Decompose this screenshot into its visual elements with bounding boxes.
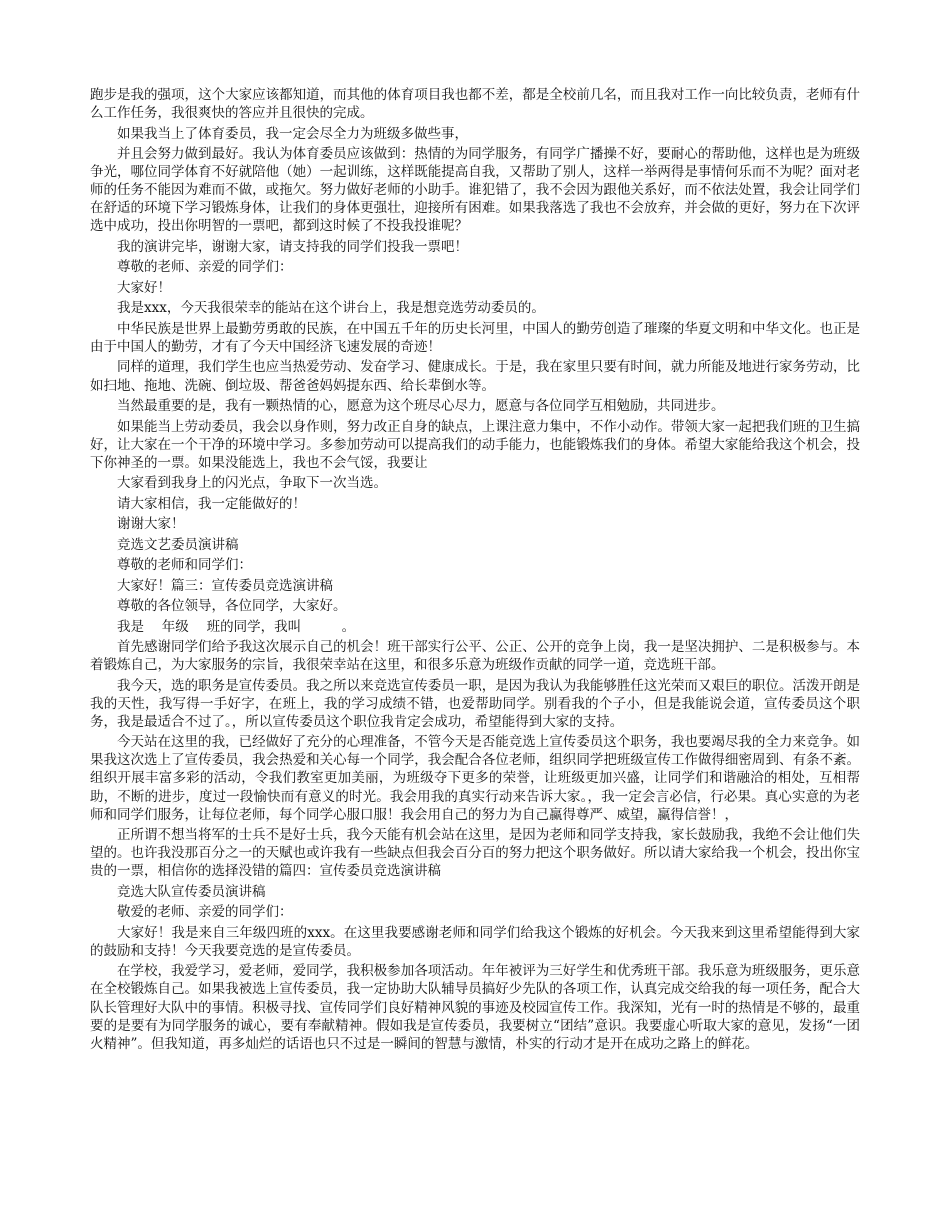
paragraph: 在学校，我爱学习，爱老师，爱同学，我积极参加各项活动。年年被评为三好学生和优秀班干部。我乐意为班级服务，更乐意在全校锻炼自己。如果我被选上宣传委员，我一定协助大队辅导员搞好少先队的各项工作，认真完成交给我的每一项任务，配合大队长管理好大队中的事情。积极寻找、宣传同学们良好精神风貌的事迹及校园宣传工作。我深知，光有一时的热情是不够的，最重要的是要有为同学服务的诚心，要有奉献精神。假如我是宣传委员，我要树立“团结”意识。我要虚心听取大家的意见，发扬“一团火精神”。但我知道，再多灿烂的话语也只不过是一瞬间的智慧与激情，朴实的行动才是开在成功之路上的鲜花。 — [90, 963, 860, 1052]
paragraph: 大家好！ — [117, 279, 171, 296]
paragraph: 并且会努力做到最好。我认为体育委员应该做到：热情的为同学服务，有同学广播操不好，要耐心的帮助他，这样也是为班级争光，哪位同学体育不好就陪他（她）一起训练，这样既能提高自我，又帮助了别人，这样一举两得是事情何乐而不为呢？面对老师的任务不能因为难而不做，或拖欠。努力做好老师的小助手。谁犯错了，我不会因为跟他关系好，而不依法处置，我会让同学们在舒适的环境下学习锻炼身体，让我们的身体更强壮，迎接所有困难。如果我落选了我也不会放弃，并会做的更好，努力在下次评选中成功，投出你明智的一票吧，都到这时候了不投我投谁呢？ — [90, 146, 860, 235]
paragraph: 敬爱的老师、亲爱的同学们： — [117, 904, 293, 921]
section-heading: 竞选大队宣传委员演讲稿 — [117, 883, 266, 900]
paragraph: 大家好！篇三：宣传委员竞选演讲稿 — [117, 577, 333, 594]
paragraph: 尊敬的老师、亲爱的同学们： — [117, 259, 293, 276]
paragraph: 同样的道理，我们学生也应当热爱劳动、发奋学习、健康成长。于是，我在家里只要有时间，就力所能及地进行家务劳动，比如扫地、拖地、洗碗、倒垃圾、帮爸爸妈妈提东西、给长辈倒水等。 — [90, 359, 860, 394]
document-body — [90, 86, 860, 1055]
paragraph: 中华民族是世界上最勤劳勇敢的民族，在中国五千年的历史长河里，中国人的勤劳创造了璀璨的华夏文明和中华文化。也正是由于中国人的勤劳，才有了今天中国经济飞速发展的奇迹！ — [90, 320, 860, 355]
paragraph: 我的演讲完毕，谢谢大家，请支持我的同学们投我一票吧！ — [117, 238, 468, 255]
paragraph: 如果能当上劳动委员，我会以身作则，努力改正自身的缺点，上课注意力集中，不作小动作。带领大家一起把我们班的卫生搞好，让大家在一个干净的环境中学习。多参加劳动可以提高我们的动手能力，也能锻炼我们的身体。希望大家能给我这个机会，投下你神圣的一票。如果没能选上，我也不会气馁，我要让 — [90, 418, 860, 471]
paragraph: 跑步是我的强项，这个大家应该都知道，而其他的体育项目我也都不差，都是全校前几名，而且我对工作一向比较负责，老师有什么工作任务，我很爽快的答应并且很快的完成。 — [90, 87, 860, 122]
paragraph: 今天站在这里的我，已经做好了充分的心理准备，不管今天是否能竞选上宣传委员这个职务，我也要竭尽我的全力来竞争。如果我这次选上了宣传委员，我会热爱和关心每一个同学，我会配合各位老师，组织同学把班级宣传工作做得细密周到、有条不紊。组织开展丰富多彩的活动，令我们教室更加美丽，为班级夺下更多的荣誉，让班级更加兴盛，让同学们和谐融洽的相处，互相帮助，不断的进步，度过一段愉快而有意义的时光。我会用我的真实行动来告诉大家。，我一定会言必信，行必果。真心实意的为老师和同学们服务，让每位老师，每个同学心服口服！我会用自己的努力为自己赢得尊严、威望，赢得信誉！， — [90, 734, 860, 823]
paragraph: 大家好！我是来自三年级四班的xxx。在这里我要感谢老师和同学们给我这个锻炼的好机会。今天我来到这里希望能得到大家的鼓励和支持！今天我要竞选的是宣传委员。 — [90, 924, 860, 959]
paragraph: 请大家相信，我一定能做好的！ — [117, 495, 306, 512]
paragraph: 我是xxx，今天我很荣幸的能站在这个讲台上，我是想竞选劳动委员的。 — [117, 300, 545, 317]
paragraph: 谢谢大家！ — [117, 516, 185, 533]
paragraph: 我是 年级 班的同学，我叫 。 — [117, 618, 356, 635]
paragraph: 大家看到我身上的闪光点，争取下一次当选。 — [117, 475, 387, 492]
paragraph: 尊敬的老师和同学们： — [117, 557, 252, 574]
paragraph: 尊敬的各位领导，各位同学，大家好。 — [117, 598, 347, 615]
paragraph: 如果我当上了体育委员，我一定会尽全力为班级多做些事， — [117, 125, 468, 142]
section-heading: 竞选文艺委员演讲稿 — [117, 536, 239, 553]
paragraph: 首先感谢同学们给予我这次展示自己的机会！班干部实行公平、公正、公开的竞争上岗，我一是坚决拥护、二是积极参与。本着锻炼自己，为大家服务的宗旨，我很荣幸站在这里，和很多乐意为班级作贡献的同学一道，竞选班干部。 — [90, 639, 860, 674]
paragraph: 当然最重要的是，我有一颗热情的心，愿意为这个班尽心尽力，愿意与各位同学互相勉励，共同进步。 — [117, 398, 725, 415]
paragraph: 正所谓不想当将军的士兵不是好士兵，我今天能有机会站在这里，是因为老师和同学支持我，家长鼓励我，我绝不会让他们失望的。也许我没那百分之一的天赋也或许我有一些缺点但我会百分百的努力把这个职务做好。所以请大家给我一个机会，投出你宝贵的一票，相信你的选择没错的篇四：宣传委员竞选演讲稿 — [90, 827, 860, 880]
paragraph: 我今天，选的职务是宣传委员。我之所以来竞选宣传委员一职，是因为我认为我能够胜任这光荣而又艰巨的职位。活泼开朗是我的天性，我写得一手好字，在班上，我的学习成绩不错，也爱帮助同学。别看我的个子小，但是我能说会道，宣传委员这个职务，我是最适合不过了。，所以宣传委员这个职位我肯定会成功，希望能得到大家的支持。 — [90, 677, 860, 730]
